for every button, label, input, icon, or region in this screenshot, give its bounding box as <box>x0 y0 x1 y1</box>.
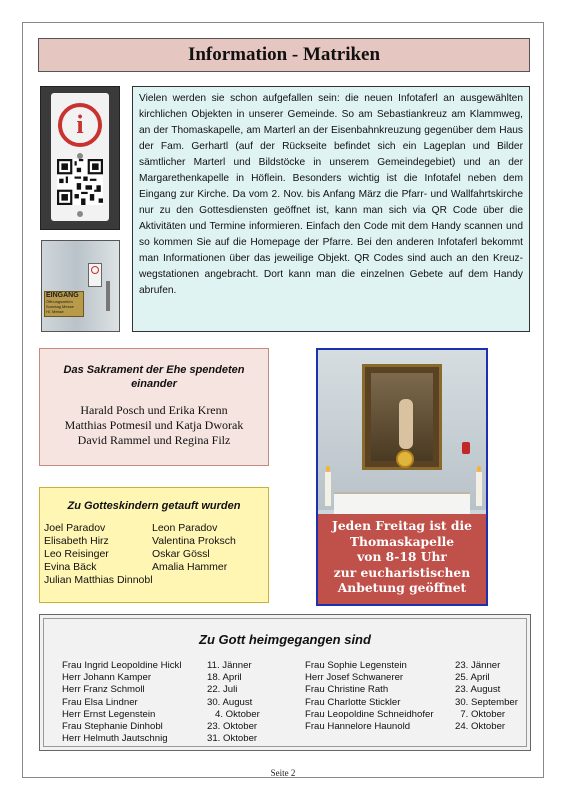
church-entrance-photo <box>41 240 120 332</box>
deceased-name: Frau Stephanie Dinhobl <box>62 721 163 733</box>
baptism-name: Leon Paradov <box>152 522 218 534</box>
death-date: 23. Jänner <box>455 660 501 671</box>
baptism-name: Valentina Proksch <box>152 535 236 547</box>
wedding-title: Das Sakrament der Ehe spendeten einander <box>63 364 245 390</box>
deceased-name: Herr Josef Schwanerer <box>305 672 404 684</box>
death-date: 11. Jänner <box>207 660 252 671</box>
altar <box>334 492 470 516</box>
plaque-line: Hl. Messe <box>46 309 64 314</box>
list-item <box>305 684 535 696</box>
chapel-caption <box>318 518 486 596</box>
deceased-name: Frau Hannelore Haunold <box>305 721 411 733</box>
obituary-title: Zu Gott heimgegangen sind <box>199 632 371 647</box>
caption-line: Thomaskapelle <box>349 533 455 549</box>
obituary-list-right <box>305 660 535 733</box>
plaque-line: Sonntag Messe <box>46 304 74 309</box>
baptism-title: Zu Gotteskindern getauft wurden <box>67 500 241 512</box>
list-item <box>44 535 268 548</box>
list-item <box>305 721 535 733</box>
obituary-list-left <box>62 660 287 745</box>
list-item <box>62 684 287 696</box>
death-date: 22. Juli <box>207 684 238 696</box>
plaque-line: Öffnungszeiten <box>46 299 73 304</box>
baptism-name: Oskar Gössl <box>152 548 210 560</box>
death-date: 18. April <box>207 672 242 684</box>
candle-icon <box>325 472 331 506</box>
list-item <box>44 522 268 535</box>
list-item <box>62 660 287 672</box>
sign-plate <box>51 93 109 221</box>
sanctuary-lamp-icon <box>462 442 470 454</box>
deceased-name: Herr Ernst Legenstein <box>62 708 156 720</box>
baptism-name: Evina Bäck <box>44 561 97 573</box>
entrance-plaque <box>44 291 84 317</box>
wedding-couples <box>40 403 268 448</box>
caption-line: von 8-18 Uhr <box>357 549 447 564</box>
list-item <box>44 561 268 574</box>
deceased-name: Herr Johann Kamper <box>62 672 152 684</box>
couple-entry: Matthias Potmesil und Katja Dworak <box>64 418 244 432</box>
mini-info-sign-icon <box>88 263 102 287</box>
wedding-section <box>39 348 269 466</box>
monstrance-icon <box>396 450 414 468</box>
caption-line: zur eucharistischen <box>333 564 471 580</box>
list-item <box>44 574 268 587</box>
deceased-name: Herr Franz Schmoll <box>62 684 145 696</box>
candle-icon <box>476 472 482 506</box>
painting-figure <box>399 399 413 449</box>
death-date: 4. Oktober <box>207 708 260 720</box>
painting-canvas <box>371 373 433 461</box>
death-date: 30. September <box>455 696 518 708</box>
deceased-name: Herr Helmuth Jautschnig <box>62 733 168 745</box>
couple-entry: Harald Posch und Erika Krenn <box>80 403 228 417</box>
deceased-name: Frau Charlotte Stickler <box>305 696 401 708</box>
deceased-name: Frau Sophie Legenstein <box>305 660 407 671</box>
baptism-name: Amalia Hammer <box>152 561 228 573</box>
caption-line: Jeden Freitag ist die <box>332 518 472 533</box>
list-item <box>62 697 287 709</box>
couple-entry: David Rammel und Regina Filz <box>77 433 231 447</box>
page-title: Information - Matriken <box>38 38 530 72</box>
door-handle <box>106 281 110 311</box>
list-item <box>305 660 535 672</box>
baptism-name: Leo Reisinger <box>44 548 109 560</box>
list-item <box>44 548 268 561</box>
list-item <box>62 733 287 745</box>
deceased-name: Frau Leopoldine Schneidhofer <box>305 708 434 720</box>
deceased-name: Frau Elsa Lindner <box>62 696 138 708</box>
chapel-photo <box>316 348 488 606</box>
info-sign-photo <box>40 86 120 230</box>
death-date: 23. August <box>455 684 501 696</box>
baptism-name: Julian Matthias Dinnobl <box>44 574 153 586</box>
obituary-section <box>39 614 531 751</box>
obituary-inner-frame <box>43 618 527 747</box>
screw-icon <box>77 211 83 217</box>
list-item <box>305 709 535 721</box>
list-item <box>305 697 535 709</box>
plaque-heading: EINGANG <box>46 292 79 299</box>
death-date: 7. Oktober <box>455 708 506 720</box>
info-icon: i <box>58 103 102 147</box>
death-date: 24. Oktober <box>455 721 506 733</box>
baptism-list <box>44 522 268 587</box>
deceased-name: Frau Christine Rath <box>305 684 389 696</box>
list-item <box>305 672 535 684</box>
death-date: 31. Oktober <box>207 733 258 745</box>
death-date: 25. April <box>455 672 490 684</box>
screw-icon <box>77 153 83 159</box>
baptism-name: Elisabeth Hirz <box>44 535 109 547</box>
baptism-section <box>39 487 269 603</box>
info-article-text: Vielen werden sie schon aufgefallen sein: die neuen Infotaferl an ausgewählten kirchlichen Objekten in unserer Gemeinde. So am Sebastiankreuz am Klammweg, an der Thomaskapelle, am Marterl an der Eisenbahnkreuzung gegenüber dem Haus der Fam. Gerhartl (auf der Rückseite befindet sich ein Lageplan und Bilder sämtlicher Marterl und Bildstöcke in unserem Gemeindegebiet) und an der Margarethenkapelle in Höflein. Besonders wichtig ist die Infotafel neben dem Eingang zur Kirche. Da vom 2. Nov. bis Anfang März die Pfarr- und Wallfahrtskirche nur zu den Gottesdiensten geöffnet ist, kann man sich via QR Code über die Aktivitäten und Termine informieren. Einfach den Code mit dem Handy scannen und so kommen Sie auf die Homepage der Pfarre. Bei den anderen Infotaferl bekommt man Informationen über das jeweilige Objekt. QR Codes sind auch an den Kreuzwegstationen angebracht. Dort kann man die einzelnen Gebete auf dem Handy abrufen. <box>132 86 530 332</box>
list-item <box>62 709 287 721</box>
deceased-name: Frau Ingrid Leopoldine Hickl <box>62 660 182 671</box>
death-date: 23. Oktober <box>207 721 258 733</box>
baptism-name: Joel Paradov <box>44 522 106 534</box>
caption-line: Anbetung geöffnet <box>337 580 467 595</box>
death-date: 30. August <box>207 696 253 708</box>
qr-code-icon <box>57 159 103 205</box>
page-number: Seite 2 <box>270 768 296 778</box>
list-item <box>62 721 287 733</box>
list-item <box>62 672 287 684</box>
